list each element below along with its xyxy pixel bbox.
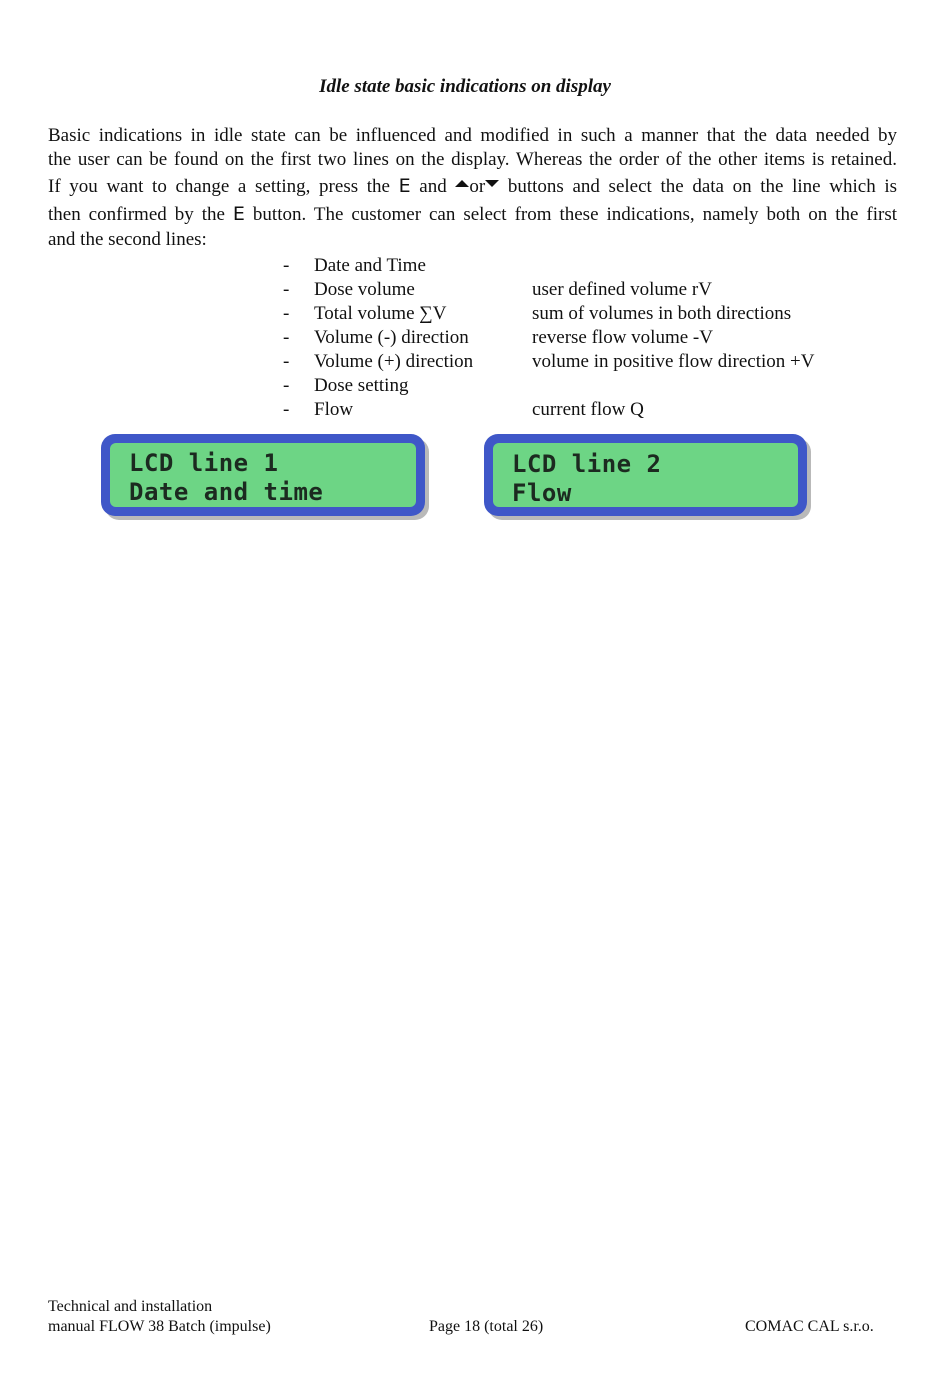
section-heading: Idle state basic indications on display [319, 76, 611, 97]
list-item-name: Flow [314, 399, 354, 420]
list-item-name: Total volume ∑V [314, 303, 447, 324]
list-bullet: - [283, 327, 290, 348]
list-item-description: current flow Q [532, 399, 644, 420]
list-bullet: - [283, 303, 290, 324]
lcd-line-2-text: Date and time [129, 478, 324, 506]
list-bullet: - [283, 255, 290, 276]
footer-left-line-1: Technical and installation [48, 1298, 213, 1315]
list-item-name: Volume (+) direction [314, 351, 474, 372]
paragraph-text: buttons and select the data on the line which is [507, 176, 898, 197]
list-item-description: sum of volumes in both directions [532, 303, 792, 324]
paragraph-text: If you want to change a setting, press the [48, 176, 390, 197]
footer-company: COMAC CAL s.r.o. [745, 1318, 874, 1335]
list-bullet: - [283, 399, 290, 420]
paragraph-text: then confirmed by the [48, 204, 225, 225]
footer-manual-title [48, 1297, 271, 1337]
paragraph-line-2: the user can be found on the first two lines on the display. Whereas the order of the other items is retained. [48, 149, 897, 170]
list-bullet: - [283, 279, 290, 300]
lcd-line-1-text: LCD line 1 [129, 449, 279, 477]
paragraph-text: and [419, 176, 447, 197]
e-button-label: E [232, 203, 245, 225]
paragraph-line-3 [48, 172, 897, 200]
list-item-description: user defined volume rV [532, 279, 712, 300]
list-item-name: Date and Time [314, 255, 426, 276]
list-item-name: Dose volume [314, 279, 415, 300]
list-bullet: - [283, 351, 290, 372]
paragraph-line-5: and the second lines: [48, 229, 207, 250]
lcd-line-1-text: LCD line 2 [512, 450, 662, 478]
triangle-down-icon [485, 180, 499, 187]
lcd-display-2 [484, 434, 807, 516]
lcd-line-2-text: Flow [512, 479, 572, 507]
list-item-name: Dose setting [314, 375, 409, 396]
list-item-description: reverse flow volume -V [532, 327, 713, 348]
footer-left-line-2: manual FLOW 38 Batch (impulse) [48, 1318, 271, 1335]
footer-page-number: Page 18 (total 26) [429, 1318, 544, 1335]
list-item-description: volume in positive flow direction +V [532, 351, 815, 372]
triangle-up-icon [455, 180, 469, 187]
e-button-label: E [398, 175, 411, 197]
lcd-screen [110, 443, 416, 507]
list-bullet: - [283, 375, 290, 396]
paragraph-line-1: Basic indications in idle state can be influenced and modified in such a manner that the data needed by [48, 125, 897, 146]
paragraph-text: or [469, 176, 486, 197]
intro-paragraph [48, 124, 897, 252]
paragraph-text: button. The customer can select from these indications, namely both on the first [252, 204, 898, 225]
lcd-display-1 [101, 434, 425, 516]
paragraph-line-4 [48, 200, 897, 228]
lcd-screen [493, 443, 798, 507]
list-item-name: Volume (-) direction [314, 327, 469, 348]
